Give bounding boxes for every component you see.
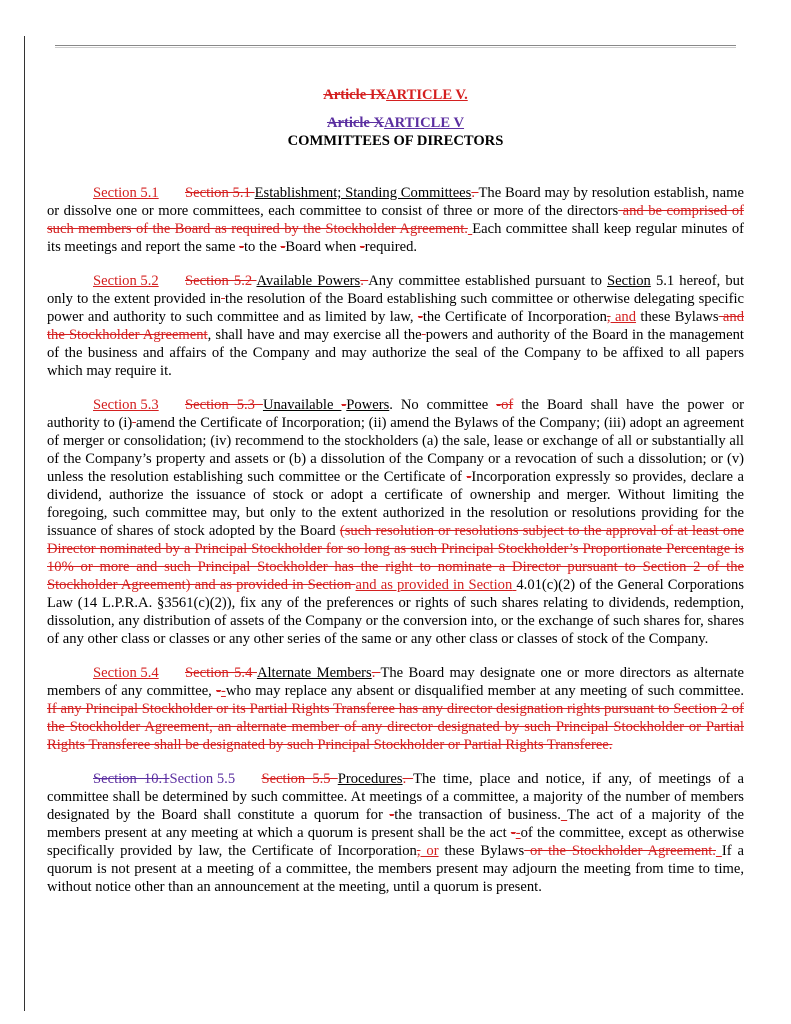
deleted-text: and the Stockholder Agreement xyxy=(47,309,744,343)
inserted-text: ARTICLE V. xyxy=(386,87,468,103)
body-text: . No committee xyxy=(389,397,497,413)
moved-deleted-text: Article X xyxy=(326,115,385,131)
body-text: amend the Certificate of Incorporation; (ii) amend the Bylaws of the Company; (iii) adopt an agreement of merger or consolidation; (iv) recommend to the stockholders (a) the sale, lease or exchange of all or substantially all of the Company’s property and assets or (b) a dissolution of the Company or a revocation of such a dissolution; or (v) unless the resolution establishing such committee or the Certificate of xyxy=(47,415,745,485)
body-text: The time, place and notice, if any, of meetings of a committee shall be determined by such committee. xyxy=(47,771,744,805)
section-number: Section 5.2 xyxy=(93,273,159,289)
article-title: COMMITTEES OF DIRECTORS xyxy=(287,133,504,149)
deleted-text: -of xyxy=(496,397,514,413)
body-text: of the committee, except as otherwise specifically provided by law, the Certificate of Incorporation xyxy=(47,825,744,859)
section-heading: Procedures xyxy=(337,771,403,787)
section-heading: Unavailable xyxy=(262,397,342,413)
inserted-text: and xyxy=(610,309,637,325)
article-heading-2 xyxy=(47,114,744,132)
body-text: powers and authority of the Board in the management of the business and affairs of the Company and may authorize the seal of the Company to be affixed to all papers which may require it. xyxy=(47,327,744,379)
body-text: these Bylaws xyxy=(636,309,719,325)
body-text: Incorporation expressly so provides, declare a dividend, authorize the issuance of stock or adopt a certificate of ownership and merger. xyxy=(47,469,744,503)
inserted-text: - xyxy=(515,825,521,841)
body-text: required. xyxy=(364,239,418,255)
change-bar xyxy=(24,36,25,1011)
deleted-text: , xyxy=(416,843,421,859)
deleted-section-number: Section 5.1 xyxy=(185,185,255,201)
body-text: the resolution of the Board establishing such committee or otherwise delegating specific power and authority to such committee and as limited by law, xyxy=(47,291,744,325)
document-body xyxy=(47,86,744,896)
deleted-text: - xyxy=(389,807,395,823)
deleted-text: - xyxy=(510,825,516,841)
deleted-text: If any Principal Stockholder or its Partial Rights Transferee has any director designation rights pursuant to Section 2 of the Stockholder Agreement, an alternate member of any director designated by such Principal Stockholder or Partial Rights Transferee shall be designated by such Principal Stockholder or Partial Rights Transferee. xyxy=(47,701,744,753)
deleted-section-number: Section 5.4 xyxy=(185,665,257,681)
cross-reference: Section xyxy=(607,273,651,289)
section-number: Section 5.5 xyxy=(169,771,236,787)
deleted-section-number: Section 5.2 xyxy=(185,273,257,289)
deleted-section-number: Section 5.5 xyxy=(261,771,338,787)
section-5-4 xyxy=(47,664,744,754)
deleted-text: and be comprised of such members of the Board as required by the Stockholder Agreement. xyxy=(47,203,745,237)
deleted-text: - xyxy=(417,309,423,325)
body-text: The Board may by resolution establish, name or dissolve one or more committees, each committee to consist of three or more of the directors xyxy=(47,185,744,219)
body-text: 5.1 hereof, but only to the extent provided in xyxy=(47,273,744,307)
deleted-text: Article IX xyxy=(323,87,387,103)
body-text: , shall have and may exercise all the xyxy=(207,327,422,343)
deleted-text: (such resolution or resolutions subject to the approval of at least one Director nominated by a Principal Stockholder for so long as such Principal Stockholder’s Proportionate Percentage is 10% or more and such Principal Stockholder has the right to nominate a Director pursuant to Section 2 of the Stockholder Agreement) and as provided in Section xyxy=(47,523,744,593)
moved-from-section-number: Section 10.1 xyxy=(93,771,170,787)
deleted-text: - xyxy=(466,469,472,485)
deleted-text: . xyxy=(371,665,381,681)
deleted-text: - xyxy=(239,239,244,255)
body-text: to the xyxy=(243,239,281,255)
section-number: Section 5.4 xyxy=(93,665,159,681)
body-text: Each committee shall keep regular minutes of its meetings and report the same xyxy=(47,221,744,255)
inserted-text: and as provided in Section xyxy=(355,577,513,593)
body-text: The act of a majority of the members present at any meeting at which a quorum is present shall be the act xyxy=(47,807,745,841)
body-text: the transaction of business. xyxy=(394,807,561,823)
article-heading-1 xyxy=(47,86,744,104)
body-text: The Board may designate one or more directors as alternate members of any committee, xyxy=(47,665,744,699)
header-rule xyxy=(55,45,736,46)
body-text: 4.01(c)(2) of the General Corporations Law (14 L.P.R.A. §3561(c)(2)), fix any of the preferences or rights of such shares relating to dividends, redemption, dissolution, any distribution of assets of the Company or the conversion into, or the exchange of such shares for, shares of any other class or classes or any other series of the same or any other class or classes of stock of the Company. xyxy=(47,577,744,647)
deleted-text: . xyxy=(402,771,414,787)
inserted-text: - xyxy=(221,683,226,699)
section-heading: Establishment; Standing Committees xyxy=(254,185,472,201)
inserted-text: or xyxy=(420,843,439,859)
section-5-3 xyxy=(47,396,744,648)
section-number: Section 5.1 xyxy=(93,185,159,201)
body-text: If a quorum is not present at a meeting of a committee, the members present may adjourn the meeting from time to time, without notice other than an announcement at the meeting, until a quorum is present. xyxy=(47,843,744,895)
deleted-text: - xyxy=(280,239,286,255)
deleted-text: - xyxy=(341,397,347,413)
section-heading: Available Powers xyxy=(256,273,361,289)
body-text: At meetings of a committee, a majority of the number of members designated by the Board shall constitute a quorum for xyxy=(47,789,744,823)
moved-inserted-text: ARTICLE V xyxy=(384,115,465,131)
body-text: Without limiting the foregoing, such committee may, but only to the extent authorized in the resolution or resolutions providing for the issuance of shares of stock adopted by the Board xyxy=(47,487,744,539)
deleted-text: or the Stockholder Agreement. xyxy=(524,843,716,859)
deleted-text: . xyxy=(360,273,369,289)
body-text: Board when xyxy=(285,239,360,255)
header-rule-shadow xyxy=(55,47,736,48)
body-text: the Board shall have the power or authority to (i) xyxy=(47,397,744,431)
deleted-text: - xyxy=(359,239,365,255)
body-text: who may replace any absent or disqualified member at any meeting of such committee. xyxy=(225,683,744,699)
section-heading: Alternate Members xyxy=(256,665,372,681)
deleted-section-number: Section 5.3 xyxy=(185,397,263,413)
body-text: these Bylaws xyxy=(438,843,525,859)
section-heading-part: Powers xyxy=(346,397,390,413)
section-number: Section 5.3 xyxy=(93,397,159,413)
deleted-text: . xyxy=(471,185,479,201)
deleted-text: - xyxy=(216,683,221,699)
body-text: Any committee established pursuant to xyxy=(368,273,608,289)
section-5-5 xyxy=(47,770,744,896)
deleted-text: , xyxy=(606,309,611,325)
body-text: the Certificate of Incorporation xyxy=(422,309,607,325)
section-5-1 xyxy=(47,184,744,256)
section-5-2 xyxy=(47,272,744,380)
